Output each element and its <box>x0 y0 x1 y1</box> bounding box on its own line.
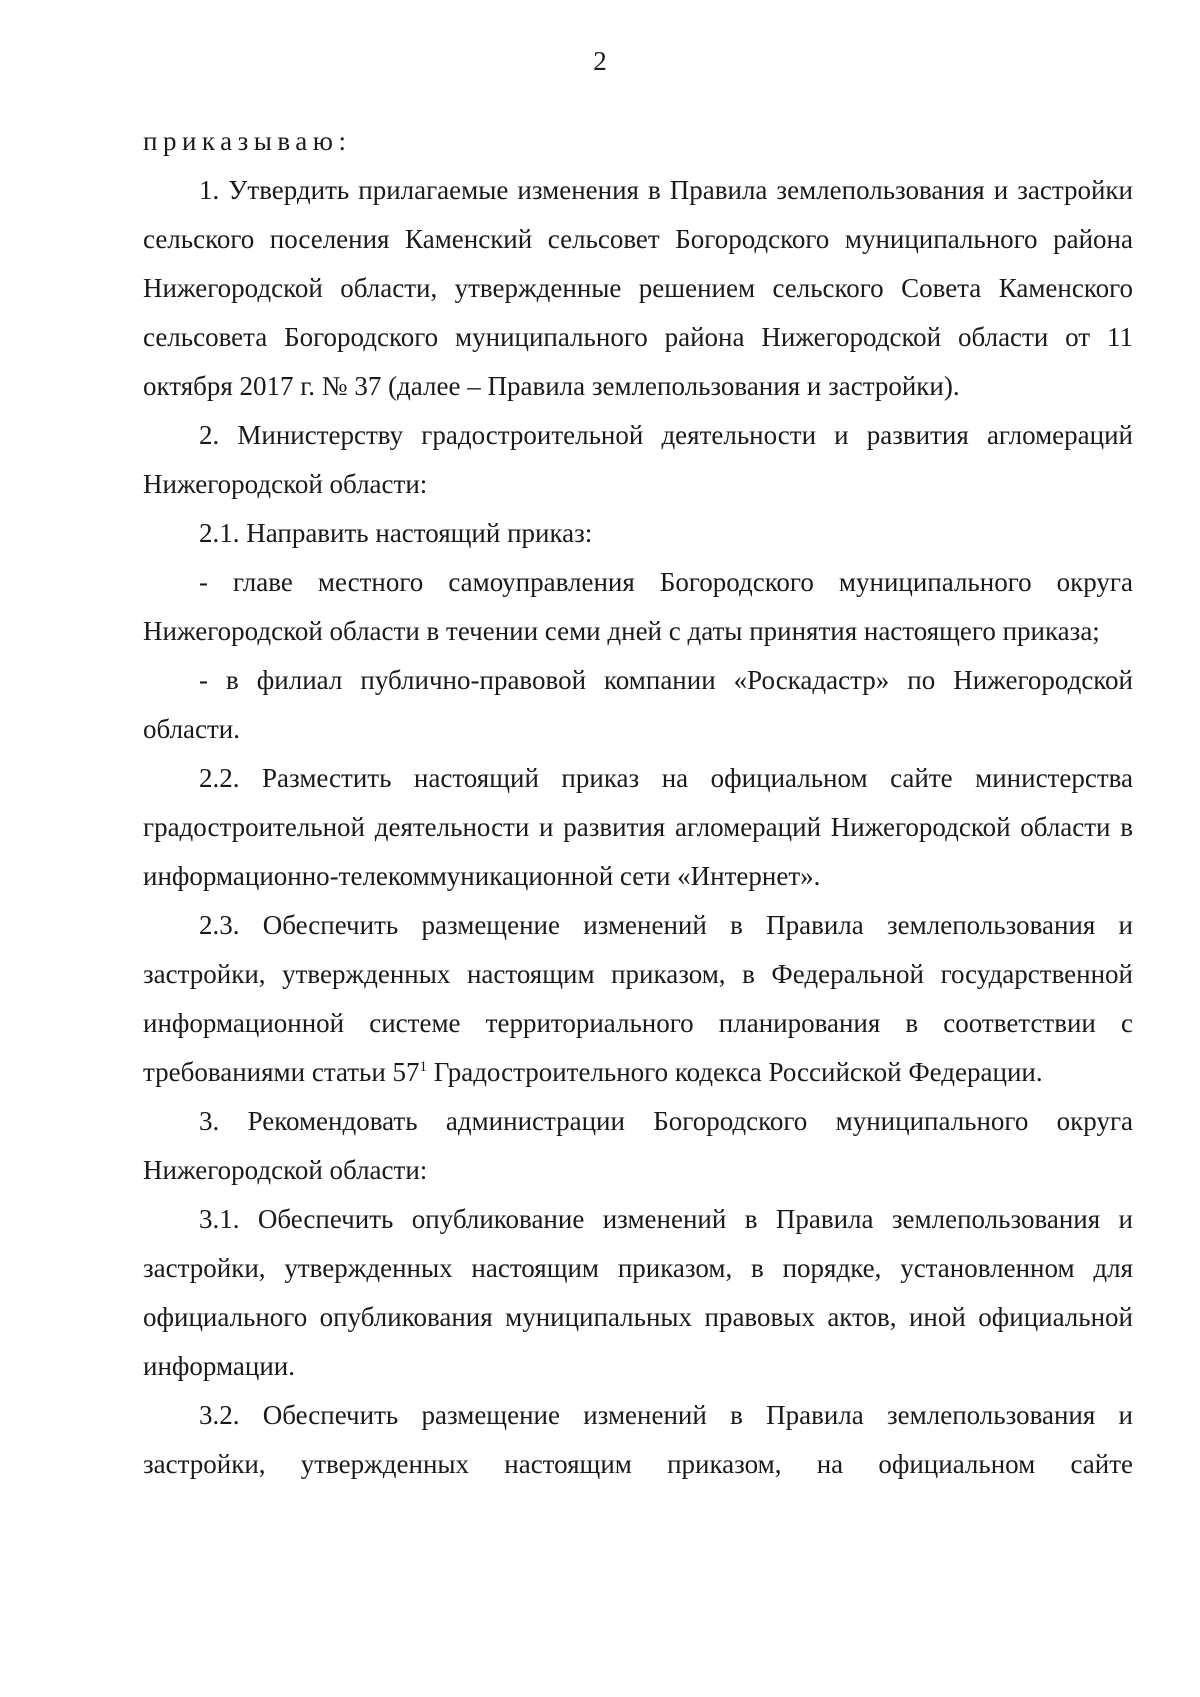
paragraph-1: 1. Утвердить прилагаемые изменения в Правила землепользования и застройки сельского поселения Каменский сельсовет Богородского муниципального района Нижегородской области, утвержденные решением сельского Совета Каменского сельсовета Богородского муниципального района Нижегородской области от 11 октября 2017 г. № 37 (далее – Правила землепользования и застройки). <box>143 175 1133 401</box>
article-superscript: 1 <box>419 1059 428 1075</box>
paragraph-2-1: 2.1. Направить настоящий приказ: <box>199 518 593 548</box>
paragraph-2-1-b: - в филиал публично-правовой компании «Роскадастр» по Нижегородской области. <box>143 665 1133 744</box>
page-number: 2 <box>593 46 607 76</box>
paragraph-3-2: 3.2. Обеспечить размещение изменений в Правила землепользования и застройки, утвержденных настоящим приказом, на официальном сайте <box>143 1400 1133 1479</box>
document-body <box>143 117 1133 1489</box>
paragraph-3: 3. Рекомендовать администрации Богородского муниципального округа Нижегородской области: <box>143 1106 1133 1185</box>
paragraph-2-2: 2.2. Разместить настоящий приказ на официальном сайте министерства градостроительной деятельности и развития агломераций Нижегородской области в информационно-телекоммуникационной сети «Интернет». <box>143 763 1133 891</box>
intro-word: приказываю: <box>143 126 352 156</box>
paragraph-2-1-a: - главе местного самоуправления Богородского муниципального округа Нижегородской области в течении семи дней с даты принятия настоящего приказа; <box>143 567 1133 646</box>
paragraph-2-3 <box>143 901 1133 1097</box>
paragraph-2: 2. Министерству градостроительной деятельности и развития агломераций Нижегородской области: <box>143 420 1133 499</box>
paragraph-2-3-tail: Градостроительного кодекса Российской Федерации. <box>427 1057 1043 1087</box>
paragraph-3-1: 3.1. Обеспечить опубликование изменений в Правила землепользования и застройки, утвержденных настоящим приказом, в порядке, установленном для официального опубликования муниципальных правовых актов, иной официальной информации. <box>143 1204 1133 1381</box>
paragraph-2-3-text: 2.3. Обеспечить размещение изменений в Правила землепользования и застройки, утвержденных настоящим приказом, в Федеральной государственной информационной системе территориального планирования в соответствии с требованиями статьи 57 <box>143 910 1133 1087</box>
